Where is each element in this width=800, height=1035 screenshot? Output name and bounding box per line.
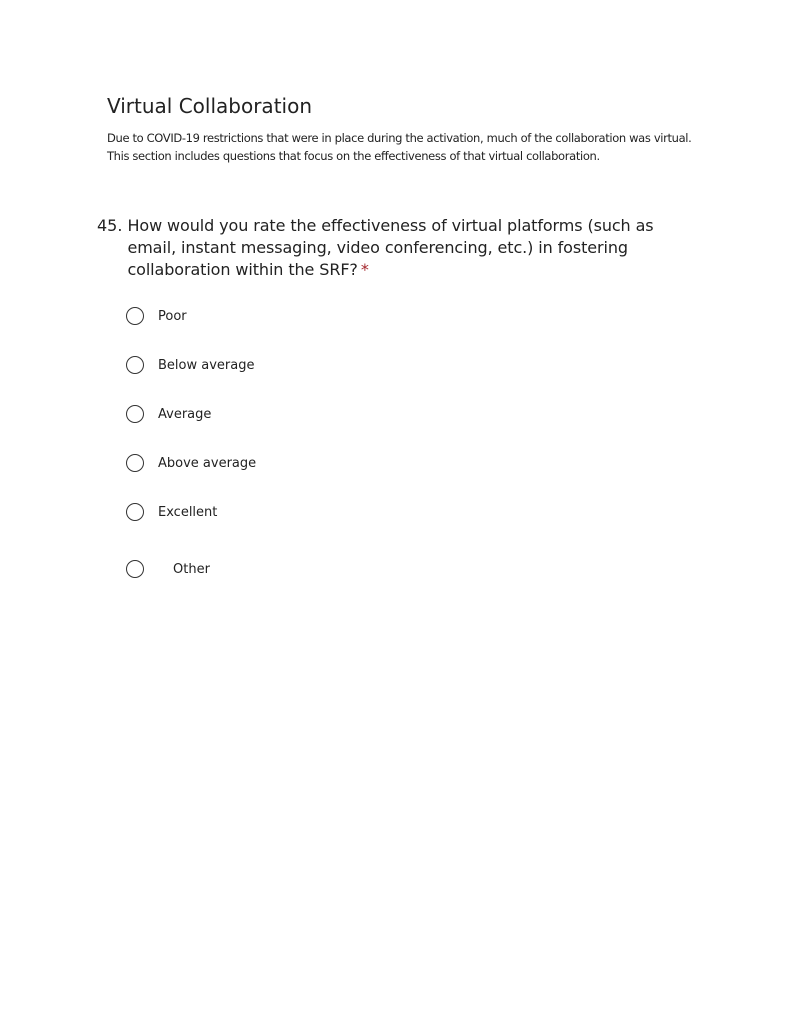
option-above-average[interactable] <box>126 451 256 475</box>
section-title: Virtual Collaboration <box>107 94 312 118</box>
radio-button[interactable] <box>126 503 144 521</box>
option-below-average[interactable] <box>126 353 254 377</box>
section-header <box>107 93 707 165</box>
option-poor[interactable] <box>126 304 187 328</box>
radio-button[interactable] <box>126 454 144 472</box>
radio-button[interactable] <box>126 560 144 578</box>
question-number: 45. <box>97 216 123 235</box>
question-text: How would you rate the effectiveness of virtual platforms (such as email, instant messaging, video conferencing, etc.) in fostering collaboration within the SRF? <box>127 216 654 279</box>
option-other[interactable] <box>126 557 210 581</box>
required-asterisk: * <box>360 260 369 279</box>
option-average[interactable] <box>126 402 211 426</box>
option-excellent[interactable] <box>126 500 217 524</box>
option-label: Below average <box>158 357 255 373</box>
section-description: Due to COVID-19 restrictions that were in place during the activation, much of the collaboration was virtual. This section includes questions that focus on the effectiveness of that virtual collaboration. <box>107 131 692 163</box>
option-other-label: Other <box>173 561 210 577</box>
option-label: Above average <box>158 455 257 471</box>
radio-button[interactable] <box>126 307 144 325</box>
question-text-wrapper <box>127 215 677 281</box>
radio-button[interactable] <box>126 356 144 374</box>
question-45 <box>97 215 677 281</box>
option-label: Excellent <box>158 504 218 520</box>
option-label: Poor <box>158 308 187 324</box>
radio-button[interactable] <box>126 405 144 423</box>
option-label: Average <box>158 406 212 422</box>
